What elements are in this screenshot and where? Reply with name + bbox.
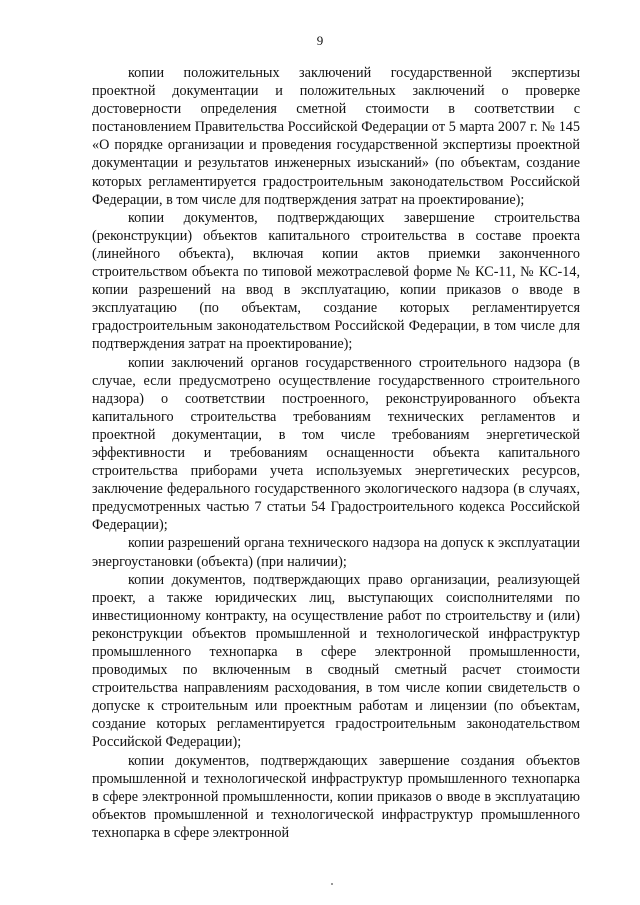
page-number: 9 xyxy=(316,33,324,48)
paragraph-organization-rights: копии документов, подтверждающих право организации, реализующей проект, а также юридических лиц, выступающих соисполнителями по инвестиционному контракту, на осуществление работ по строительству и (или) реконструкции объектов промышленной и технологической инфраструктур промышленного технопарка в сфере электронной промышленности, проводимых по включенным в сводный сметный расчет стоимости строительства направлениям расходования, в том числе копии свидетельств о допуске к строительным или проектным работам и лицензии (по объектам, создание которых регламентируется градостроительным законодательством Российской Федерации); xyxy=(92,571,580,751)
paragraph-expertise-conclusions: копии положительных заключений государственной экспертизы проектной документации и положительных заключений о проверке достоверности определения сметной стоимости в соответствии с постановлением Правительства Российской Федерации от 5 марта 2007 г. № 145 «О порядке организации и проведения государственной экспертизы проектной документации и результатов инженерных изысканий» (по объектам, создание которых регламентируется градостроительным законодательством Российской Федерации, в том числе для подтверждения затрат на проектирование); xyxy=(92,65,580,208)
paragraph-infrastructure-completion: копии документов, подтверждающих завершение создания объектов промышленной и технологической инфраструктур промышленного технопарка в сфере электронной промышленности, копии приказов о вводе в эксплуатацию объектов промышленной и технологической инфраструктур промышленного технопарка в сфере электронной xyxy=(92,752,580,841)
paragraph-construction-completion: копии документов, подтверждающих завершение строительства (реконструкции) объектов капитального строительства в составе проекта (линейного объекта), включая копии актов приемки законченного строительством объекта по типовой межотраслевой форме № КС-11, № КС-14, копии разрешений на ввод в эксплуатацию, копии приказов о вводе в эксплуатацию (по объектам, создание которых регламентируется градостроительным законодательством Российской Федерации, в том числе для подтверждения затрат на проектирование); xyxy=(92,209,580,353)
paragraph-technical-permits: копии разрешений органа технического надзора на допуск к эксплуатации энергоустановки (объекта) (при наличии); xyxy=(92,535,580,570)
document-body xyxy=(92,64,580,842)
scan-artifact-dot xyxy=(331,883,333,885)
paragraph-supervision-conclusions: копии заключений органов государственного строительного надзора (в случае, если предусмотрено осуществление государственного строительного надзора) о соответствии построенного, реконструированного объекта капитального строительства требованиям технических регламентов и проектной документации, в том числе требованиям энергетической эффективности и требованиям оснащенности объекта капитального строительства приборами учета используемых энергетических ресурсов, заключение федерального государственного экологического надзора (в случаях, предусмотренных частью 7 статьи 54 Градостроительного кодекса Российской Федерации); xyxy=(92,354,580,534)
